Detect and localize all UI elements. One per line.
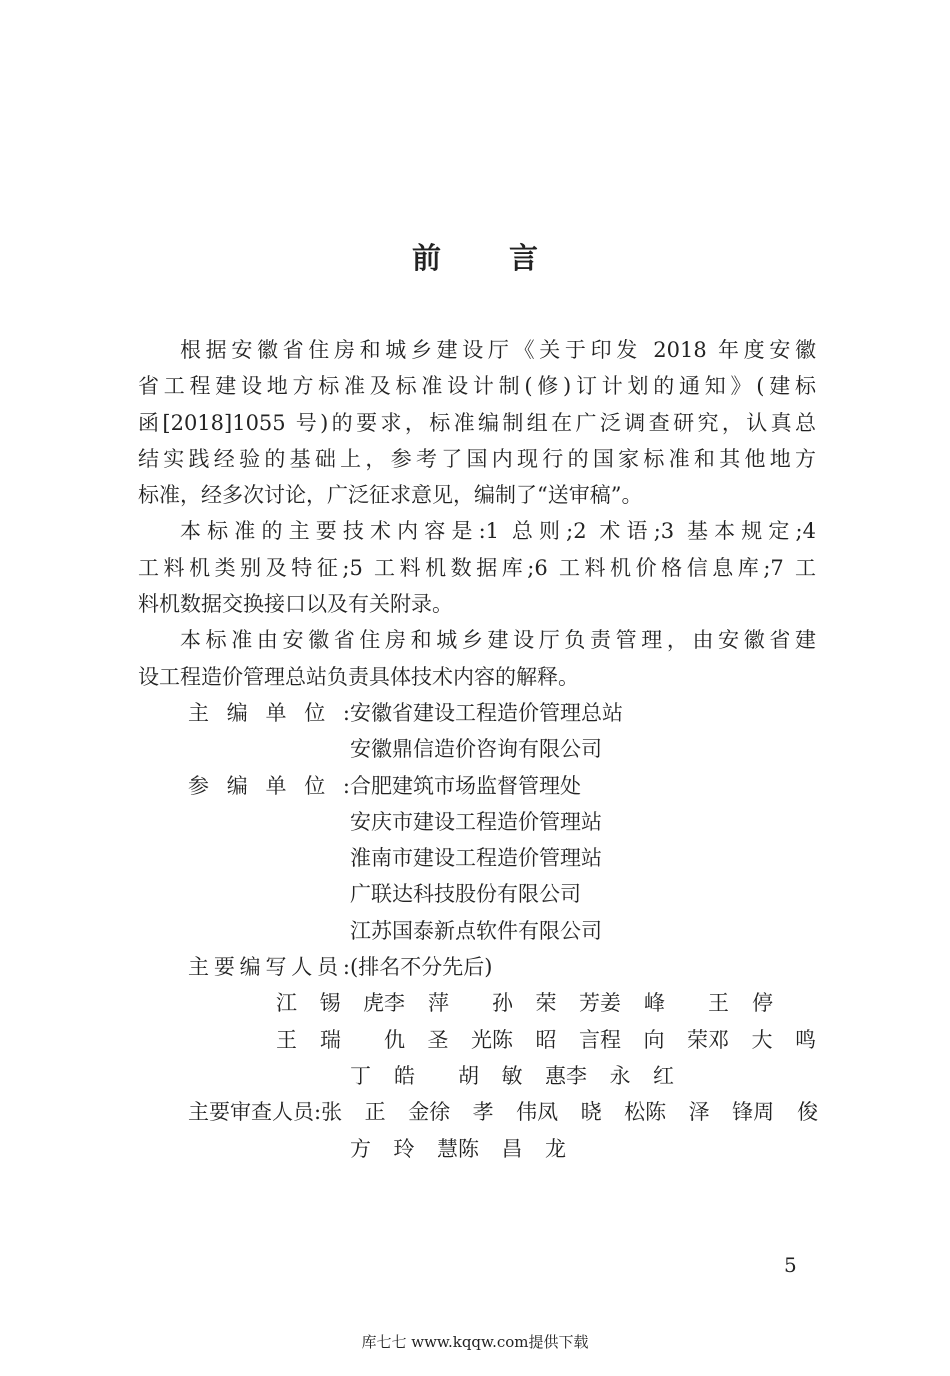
page-number: 5 [784,1253,797,1277]
paragraph-line: 结实践经验的基础上，参考了国内现行的国家标准和其他地方 [138,446,816,471]
person-name: 张正金 [321,1100,430,1125]
names-row [138,1131,816,1167]
document-body [138,332,819,1167]
names-list [350,1058,816,1094]
field-label: 主要审查人员: [188,1100,322,1125]
paragraph-line: 工料机类别及特征;5 工料机数据库;6 工料机价格信息库;7 工 [138,555,816,580]
person-name: 周俊 [753,1100,819,1125]
names-list [321,1094,861,1130]
title-char: 前 [411,241,441,275]
person-name: 胡敏惠 [458,1063,566,1088]
person-name: 陈昭言 [492,1027,600,1052]
participating-units-row [138,768,816,804]
paragraph-line: 本标准由安徽省住房和城乡建设厅负责管理，由安徽省建 [180,628,816,653]
field-label [138,804,350,840]
field-label: 主编单位: [188,700,350,725]
unit-name: 广联达科技股份有限公司 [350,882,581,907]
field-label [138,1131,350,1167]
person-name: 凤晓松 [537,1100,646,1125]
person-name: 李永红 [566,1063,674,1088]
chief-units-row [138,695,816,731]
unit-name: 合肥建筑市场监督管理处 [350,773,581,798]
drafters-header [138,949,816,985]
person-name: 程向荣 [600,1027,708,1052]
participating-units-row [138,804,816,840]
person-name: 江锡虎 [276,991,384,1016]
participating-units-row [138,913,816,949]
person-name: 邓大鸣 [708,1027,816,1052]
field-label [138,1022,276,1058]
page-title [0,236,950,277]
paragraph-line: 函[2018]1055 号)的要求，标准编制组在广泛调查研究，认真总 [138,410,816,435]
person-name: 孙荣芳 [492,991,600,1016]
paragraph-line: 本标准的主要技术内容是:1 总则;2 术语;3 基本规定;4 [180,519,816,544]
names-row [138,985,816,1021]
paragraph-line: 标准，经多次讨论，广泛征求意见，编制了“送审稿”。 [138,483,643,508]
paragraph-line: 省工程建设地方标准及标准设计制(修)订计划的通知》(建标 [138,374,816,399]
names-row [138,1022,816,1058]
paragraph-line: 根据安徽省住房和城乡建设厅《关于印发 2018 年度安徽 [180,338,816,362]
names-list [350,1131,816,1167]
person-name: 徐孝伟 [429,1100,538,1125]
field-label [138,840,350,876]
footer-watermark: 库七七 www.kqqw.com提供下载 [361,1333,589,1351]
participating-units-row [138,840,816,876]
field-label [138,1058,350,1094]
field-label [138,731,350,767]
person-name: 方玲慧 [350,1136,458,1161]
field-label [138,876,350,912]
unit-name: 江苏国泰新点软件有限公司 [350,918,602,943]
names-list [276,1022,816,1058]
person-name: 仇圣光 [384,1027,492,1052]
person-name: 陈泽锋 [645,1100,754,1125]
paragraph-line: 料机数据交换接口以及有关附录。 [138,592,453,617]
participating-units-row [138,876,816,912]
person-name: 丁皓 [350,1063,415,1088]
names-row [138,1094,819,1130]
unit-name: 安徽省建设工程造价管理总站 [350,700,623,725]
names-row [138,1058,816,1094]
unit-name: 安徽鼎信造价咨询有限公司 [350,737,602,762]
person-name: 陈昌龙 [458,1136,566,1161]
person-name: 王停 [708,991,773,1016]
unit-name: 淮南市建设工程造价管理站 [350,846,602,871]
title-char: 言 [509,241,539,275]
person-name: 王瑞 [276,1027,341,1052]
field-label: 主要编写人员: [188,955,350,980]
person-name: 李萍 [384,991,449,1016]
note: (排名不分先后) [350,955,493,980]
chief-units-row [138,731,816,767]
paragraph-line: 设工程造价管理总站负责具体技术内容的解释。 [138,664,579,689]
names-list [276,985,816,1021]
field-label: 参编单位: [188,773,350,798]
field-label [138,985,276,1021]
person-name: 姜峰 [600,991,665,1016]
field-label [138,913,350,949]
unit-name: 安庆市建设工程造价管理站 [350,809,602,834]
